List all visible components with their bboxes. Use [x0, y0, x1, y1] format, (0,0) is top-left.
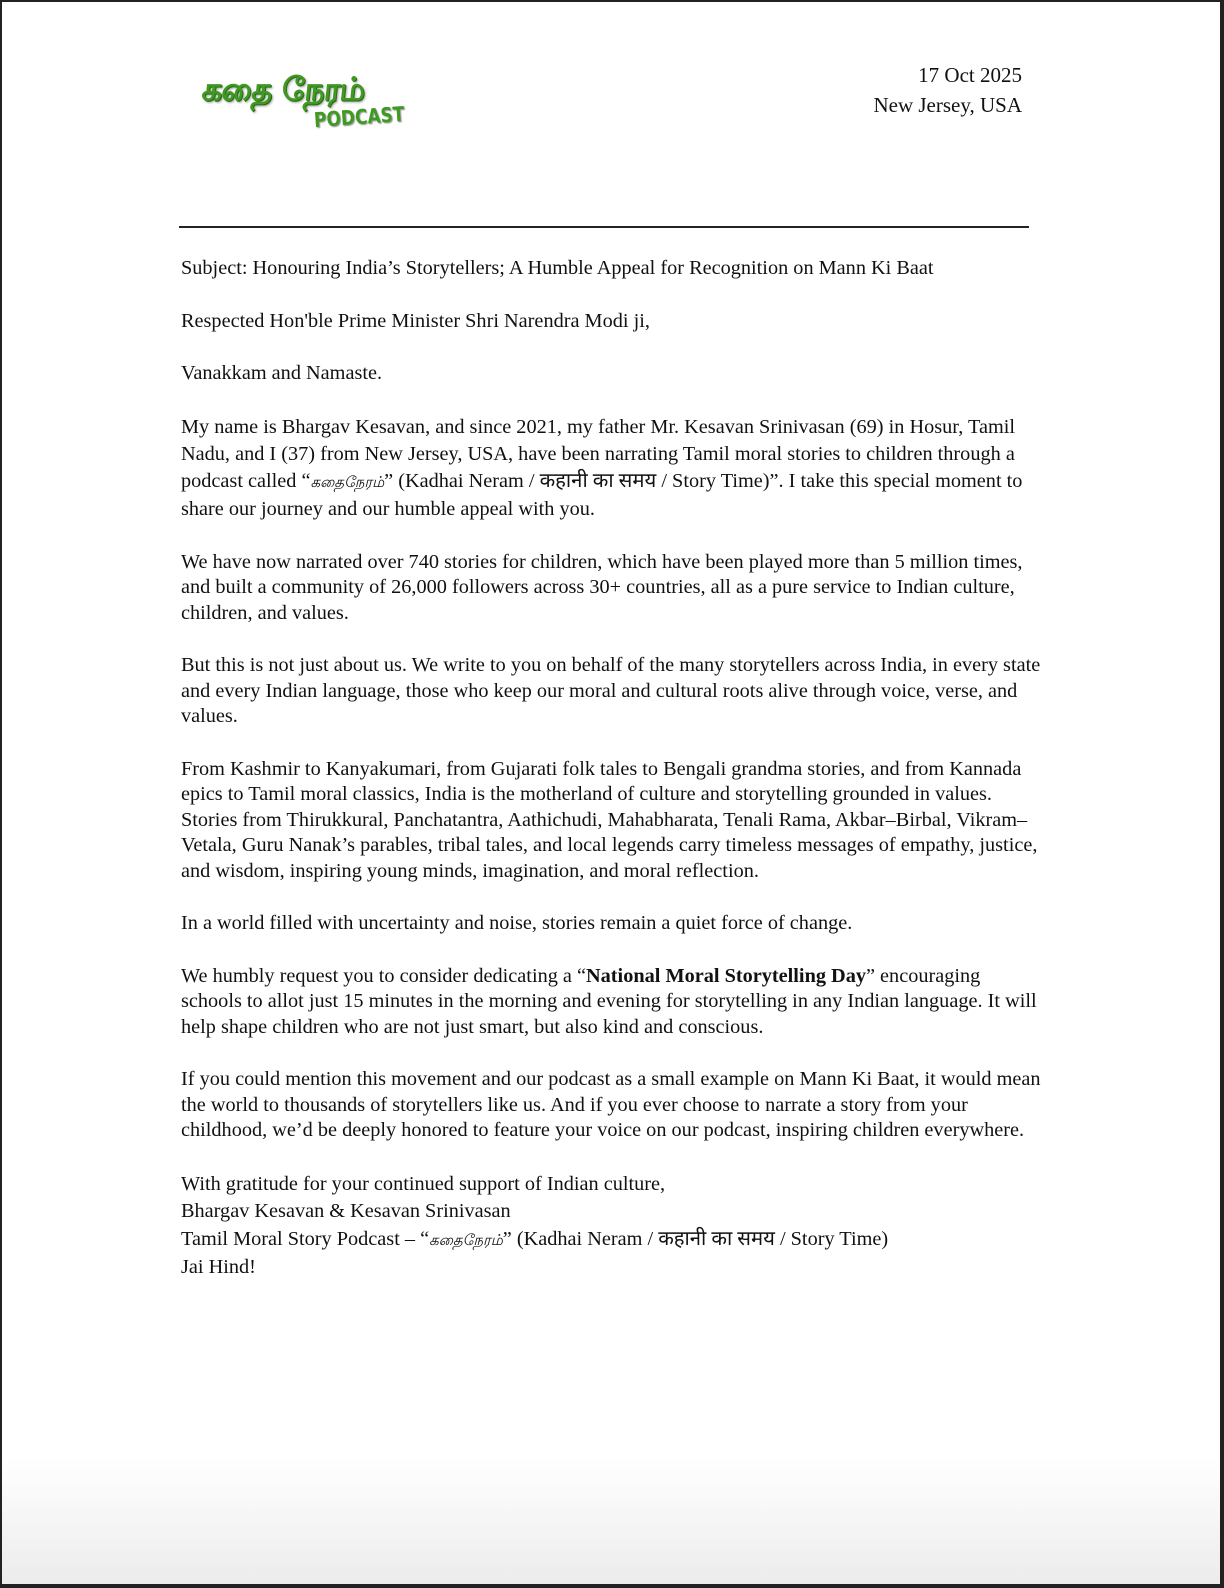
paragraph-heritage: From Kashmir to Kanyakumari, from Gujarati folk tales to Bengali grandma stories, and from Kannada epics to Tamil moral classics, India is the motherland of culture and storytelling grounded in values. Stories from Thirukkural, Panchatantra, Aathichudi, Mahabharata, Tenali Rama, Akbar–Birbal, Vikram–Vetala, Guru Nanak’s parables, tribal tales, and local legends carry timeless messages of empathy, justice, and wisdom, inspiring young minds, imagination, and moral reflection.: [181, 757, 1038, 882]
podcast-logo: [200, 70, 406, 140]
letter-location: New Jersey, USA: [873, 93, 1022, 117]
paragraph-request: [181, 964, 1041, 1041]
p1-text-b: ” (Kadhai Neram / कहानी का समय / Story Time)”. I take this special moment to share our journey and our humble appeal with you.: [181, 469, 1023, 520]
closing-podcast-b: ” (Kadhai Neram / कहानी का समय / Story Time): [502, 1227, 889, 1250]
paragraph-world: In a world filled with uncertainty and noise, stories remain a quiet force of change.: [181, 912, 853, 934]
letter-page: [2, 2, 1220, 1584]
closing-gratitude: With gratitude for your continued support of Indian culture,: [181, 1172, 666, 1195]
letter-date: 17 Oct 2025: [918, 63, 1022, 87]
paragraph-storytellers: But this is not just about us. We write to you on behalf of the many storytellers across India, in every state and every Indian language, those who keep our moral and cultural roots alive through voice, verse, and values.: [181, 654, 1041, 727]
paragraph-mann-ki-baat: If you could mention this movement and our podcast as a small example on Mann Ki Baat, it would mean the world to thousands of storytellers like us. And if you ever choose to narrate a story from your childhood, we’d be deeply honored to feature your voice on our podcast, inspiring children everywhere.: [181, 1068, 1041, 1141]
salutation: Respected Hon'ble Prime Minister Shri Narendra Modi ji,: [181, 309, 650, 332]
date-location-block: [873, 60, 1022, 120]
p1-text-a: My name is Bhargav Kesavan, and since 2021, my father Mr. Kesavan Srinivasan (69) in Hosur, Tamil Nadu, and I (37) from New Jersey, USA, have been narrating Tamil moral stories to children through a podcast called “: [181, 415, 1016, 492]
letter-body: [181, 256, 1041, 1282]
p1-tamil-name: கதைநேரம்: [310, 472, 385, 491]
paragraph-achievements: We have now narrated over 740 stories for children, which have been played more than 5 million times, and built a community of 26,000 followers across 30+ countries, all as a pure service to Indian culture, children, and values.: [181, 550, 1023, 624]
closing-signatories: Bhargav Kesavan & Kesavan Srinivasan: [181, 1200, 511, 1222]
closing-podcast-tamil: கதைநேரம்: [429, 1230, 503, 1249]
logo-podcast-text: PODCAST: [313, 102, 406, 134]
logo-tamil-text: கதை நேரம்: [200, 70, 367, 108]
closing-podcast-a: Tamil Moral Story Podcast – “: [181, 1227, 430, 1250]
header-divider: [179, 226, 1029, 228]
p6-text-b: ” encouraging schools to allot just 15 minutes in the morning and evening for storytelling in any Indian language. It will help shape children who are not just smart, but also kind and conscious.: [181, 964, 1037, 1038]
paragraph-intro: [181, 414, 1041, 523]
p6-text-a: We humbly request you to consider dedicating a “: [181, 964, 587, 987]
greeting: Vanakkam and Namaste.: [181, 362, 383, 384]
closing-podcast-name: [181, 1226, 1041, 1255]
subject-line: Subject: Honouring India’s Storytellers; A Humble Appeal for Recognition on Mann Ki Baat: [181, 257, 934, 279]
closing-jai-hind: Jai Hind!: [181, 1256, 256, 1278]
closing-block: [181, 1171, 1041, 1282]
p6-bold-day: National Moral Storytelling Day: [586, 964, 866, 987]
